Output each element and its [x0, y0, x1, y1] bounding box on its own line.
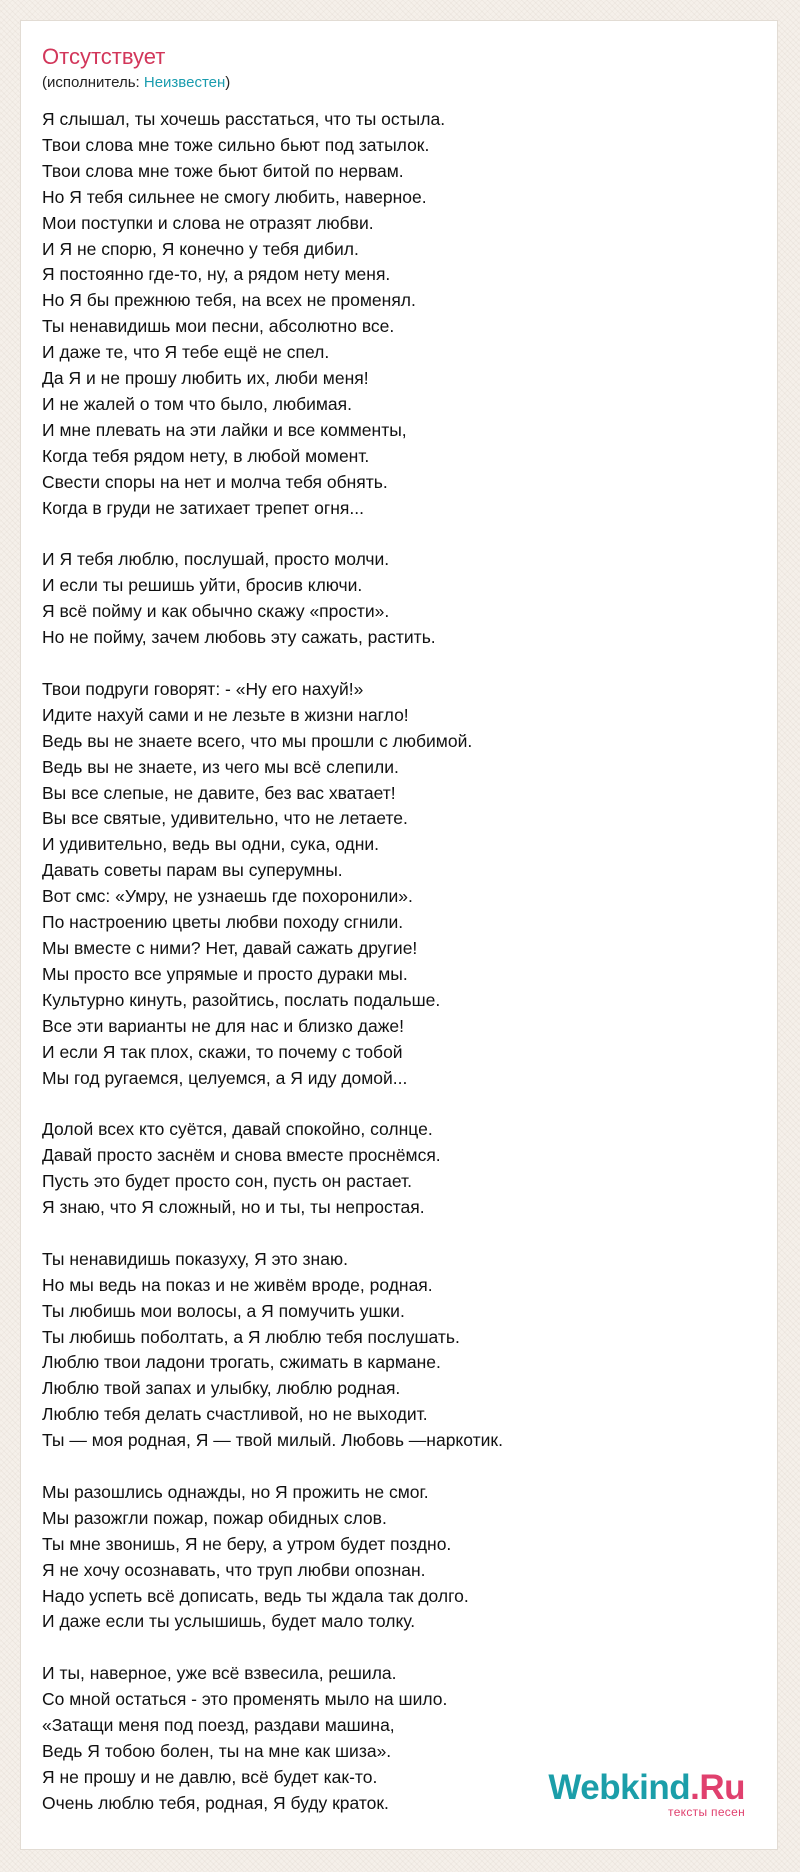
lyric-line: И даже если ты услышишь, будет мало толку. — [42, 1611, 416, 1632]
lyrics-stanza — [42, 677, 742, 1092]
lyrics-stanza — [42, 547, 742, 651]
lyric-line: Я не хочу осознавать, что труп любви опознан. — [42, 1559, 426, 1580]
lyric-line: И мне плевать на эти лайки и все комменты, — [42, 419, 407, 440]
lyric-line: Все эти варианты не для нас и близко даже! — [42, 1015, 405, 1036]
lyrics-body — [42, 107, 742, 1817]
lyrics-stanza — [42, 1117, 742, 1221]
lyric-line: Ты ненавидишь мои песни, абсолютно все. — [42, 316, 395, 337]
lyric-line: Вы все слепые, не давите, без вас хватает! — [42, 782, 396, 803]
song-title: Отсутствует — [42, 44, 166, 69]
lyric-line: Давать советы парам вы суперумны. — [42, 860, 343, 881]
lyric-line: Ведь вы не знаете, из чего мы всё слепили. — [42, 756, 399, 777]
lyric-line: Мои поступки и слова не отразят любви. — [42, 212, 374, 233]
lyric-line: Мы разошлись однажды, но Я прожить не смог. — [42, 1481, 429, 1502]
lyric-line: Очень люблю тебя, родная, Я буду краток. — [42, 1792, 389, 1813]
lyric-line: Долой всех кто суётся, давай спокойно, солнце. — [42, 1119, 433, 1140]
lyric-line: Твои подруги говорят: - «Ну его нахуй!» — [42, 678, 364, 699]
lyric-line: Со мной остаться - это променять мыло на шило. — [42, 1689, 448, 1710]
lyric-line: Идите нахуй сами и не лезьте в жизни нагло! — [42, 704, 409, 725]
site-logo[interactable] — [548, 1770, 745, 1818]
lyric-line: Но Я бы прежнюю тебя, на всех не променял. — [42, 290, 416, 311]
lyric-line: Вы все святые, удивительно, что не летаете. — [42, 808, 408, 829]
artist-prefix: (исполнитель: — [42, 74, 144, 91]
lyric-line: И удивительно, ведь вы одни, сука, одни. — [42, 834, 380, 855]
lyric-line: Люблю тебя делать счастливой, но не выходит. — [42, 1404, 428, 1425]
artist-suffix: ) — [225, 74, 231, 91]
lyric-line: Твои слова мне тоже бьют битой по нервам. — [42, 160, 404, 181]
lyric-line: Надо успеть всё дописать, ведь ты ждала так долго. — [42, 1585, 469, 1606]
logo-tagline: тексты песен — [668, 1805, 745, 1819]
lyric-line: Ты ненавидишь показуху, Я это знаю. — [42, 1248, 348, 1269]
lyric-line: Ты — моя родная, Я — твой милый. Любовь —наркотик. — [42, 1430, 503, 1451]
lyric-line: Но не пойму, зачем любовь эту сажать, растить. — [42, 627, 436, 648]
lyrics-card — [20, 20, 778, 1850]
lyric-line: И Я тебя люблю, послушай, просто молчи. — [42, 549, 390, 570]
lyrics-stanza — [42, 107, 742, 522]
lyric-line: Мы просто все упрямые и просто дураки мы. — [42, 963, 408, 984]
lyric-line: Я знаю, что Я сложный, но и ты, ты непростая. — [42, 1197, 425, 1218]
lyric-line: И даже те, что Я тебе ещё не спел. — [42, 342, 330, 363]
lyric-line: Культурно кинуть, разойтись, послать подальше. — [42, 989, 441, 1010]
lyric-line: Люблю твой запах и улыбку, люблю родная. — [42, 1378, 401, 1399]
lyric-line: Ты любишь поболтать, а Я люблю тебя послушать. — [42, 1326, 460, 1347]
lyric-line: И Я не спорю, Я конечно у тебя дибил. — [42, 238, 359, 259]
lyric-line: Пусть это будет просто сон, пусть он растает. — [42, 1171, 412, 1192]
lyric-line: Твои слова мне тоже сильно бьют под затылок. — [42, 134, 430, 155]
lyric-line: И если ты решишь уйти, бросив ключи. — [42, 575, 363, 596]
lyric-line: Я слышал, ты хочешь расстаться, что ты остыла. — [42, 109, 446, 129]
lyric-line: Свести споры на нет и молча тебя обнять. — [42, 471, 388, 492]
lyric-line: «Затащи меня под поезд, раздави машина, — [42, 1715, 395, 1736]
lyric-line: Вот смс: «Умру, не узнаешь где похоронили». — [42, 886, 413, 907]
lyric-line: Люблю твои ладони трогать, сжимать в кармане. — [42, 1352, 441, 1373]
lyric-line: Ты любишь мои волосы, а Я помучить ушки. — [42, 1300, 405, 1321]
logo-name: Webkind — [548, 1768, 691, 1807]
lyric-line: И если Я так плох, скажи, то почему с тобой — [42, 1041, 403, 1062]
lyric-line: Я постоянно где-то, ну, а рядом нету меня. — [42, 264, 391, 285]
lyric-line: Когда тебя рядом нету, в любой момент. — [42, 445, 370, 466]
lyric-line: И ты, наверное, уже всё взвесила, решила. — [42, 1663, 397, 1684]
lyric-line: Давай просто заснём и снова вместе проснёмся. — [42, 1145, 441, 1166]
lyric-line: Да Я и не прошу любить их, люби меня! — [42, 368, 369, 389]
lyric-line: Мы год ругаемся, целуемся, а Я иду домой... — [42, 1067, 408, 1088]
lyric-line: Мы вместе с ними? Нет, давай сажать другие! — [42, 937, 418, 958]
lyric-line: Мы разожгли пожар, пожар обидных слов. — [42, 1507, 387, 1528]
lyric-line: Но мы ведь на показ и не живём вроде, родная. — [42, 1274, 433, 1295]
lyric-line: Ведь Я тобою болен, ты на мне как шиза». — [42, 1741, 392, 1761]
lyric-line: Ты мне звонишь, Я не беру, а утром будет поздно. — [42, 1533, 452, 1554]
lyric-line: Я всё пойму и как обычно скажу «прости». — [42, 601, 390, 622]
lyric-line: Я не прошу и не давлю, всё будет как-то. — [42, 1766, 378, 1787]
lyric-line: По настроению цветы любви походу сгнили. — [42, 912, 404, 933]
artist-line — [42, 74, 230, 92]
artist-link[interactable]: Неизвестен — [143, 74, 226, 91]
lyric-line: И не жалей о том что было, любимая. — [42, 393, 352, 414]
lyric-line: Ведь вы не знаете всего, что мы прошли с любимой. — [42, 730, 473, 751]
lyric-line: Но Я тебя сильнее не смогу любить, наверное. — [42, 186, 427, 207]
logo-wordmark — [548, 1770, 745, 1805]
lyrics-stanza — [42, 1480, 742, 1635]
logo-tld: .Ru — [690, 1768, 745, 1807]
lyrics-stanza — [42, 1247, 742, 1454]
lyric-line: Когда в груди не затихает трепет огня... — [42, 497, 364, 518]
